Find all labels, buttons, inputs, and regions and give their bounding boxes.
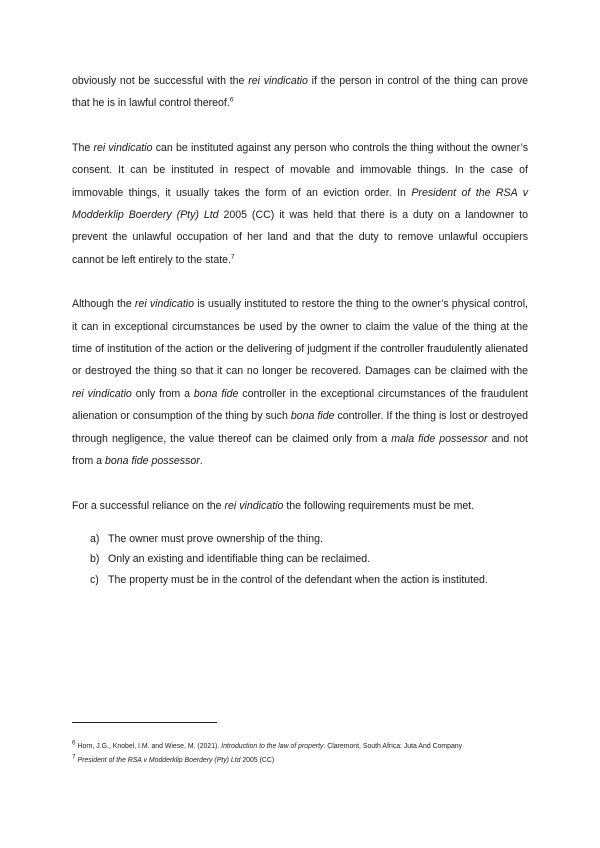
list-marker: a) <box>90 532 100 545</box>
text: the following requirements must be met. <box>283 499 475 512</box>
italic-term: bona fide possessor <box>104 455 200 468</box>
text: can be instituted against any person who controls the thing without the owner’s consent. It can be instituted in respect of movable and immovable things. In the case of immovable things, it usually takes the form of an eviction order. In <box>72 141 528 199</box>
text: 2005 (CC) it was held that there is a duty on a landowner to prevent the unlawful occupation of her land and that the duty to remove unlawful occupiers cannot be left entirely to the state. <box>72 209 528 266</box>
paragraph-3 <box>72 293 528 472</box>
italic-term: rei vindicatio <box>72 387 132 400</box>
text: controller. If the thing is lost or destroyed through negligence, the value thereof can be claimed only from a <box>72 410 528 445</box>
footnote-number: 6 <box>72 739 76 747</box>
italic-term: mala fide possessor <box>391 432 488 445</box>
footnote-separator <box>72 722 217 723</box>
text: For a successful reliance on the <box>72 499 225 512</box>
text: The <box>72 141 94 154</box>
italic-term: rei vindicatio <box>134 298 195 311</box>
italic-term: bona fide <box>193 387 239 400</box>
footnote-ref-7[interactable]: 7 <box>231 253 235 261</box>
text: Horn, J.G., Knobel, I.M. and Wiese, M. (2021). <box>75 743 222 750</box>
text: obviously not be successful with the <box>72 75 249 87</box>
list-marker: c) <box>90 573 99 586</box>
list-marker: b) <box>90 553 100 566</box>
italic-term: bona fide <box>290 410 335 423</box>
text: Although the <box>72 298 135 311</box>
footnote-number: 7 <box>72 753 76 761</box>
requirements-list <box>72 529 528 591</box>
list-item <box>72 549 528 570</box>
text: controller in the exceptional circumstances of the fraudulent alienation or consumption of the thing by such <box>72 387 528 423</box>
text: if the person in control of the thing can prove that he is in lawful control thereof. <box>72 75 529 110</box>
paragraph-4 <box>72 495 528 517</box>
italic-term: rei vindicatio <box>248 75 308 87</box>
footnote-7 <box>72 753 542 765</box>
footnotes <box>72 737 542 765</box>
paragraph-1 <box>72 70 528 115</box>
list-item-text: The owner must prove ownership of the thing. <box>108 532 323 545</box>
italic-term: rei vindicatio <box>93 141 153 154</box>
footnote-6 <box>72 737 542 756</box>
text: and not from a <box>72 432 528 468</box>
body-text <box>72 70 528 590</box>
footnote-ref-6[interactable]: 6 <box>229 96 234 104</box>
text: is usually instituted to restore the thing to the owner’s physical control, it can in exceptional circumstances be used by the owner to claim the value of the thing at the time of institution of the action or the delivering of judgment if the controller fraudulently alienated or destroyed the thing so that it can no longer be recovered. Damages can be claimed with the <box>72 298 528 378</box>
italic-title: Introduction to the law of property <box>221 743 324 750</box>
italic-case-name: President of the RSA v Modderklip Boerdery (Pty) Ltd <box>75 757 241 764</box>
text: . Claremont, South Africa: Juta And Company <box>323 743 463 750</box>
paragraph-2 <box>72 137 528 271</box>
list-item-text: The property must be in the control of the defendant when the action is instituted. <box>108 573 488 586</box>
list-item <box>72 570 528 591</box>
italic-term: rei vindicatio <box>224 499 284 512</box>
italic-case-name: President of the RSA v Modderklip Boerdery (Pty) Ltd <box>72 186 528 222</box>
text: . <box>199 455 203 468</box>
list-item <box>72 529 528 550</box>
text: 2005 (CC) <box>240 757 275 764</box>
text: only from a <box>131 387 194 400</box>
list-item-text: Only an existing and identifiable thing can be reclaimed. <box>108 553 371 566</box>
